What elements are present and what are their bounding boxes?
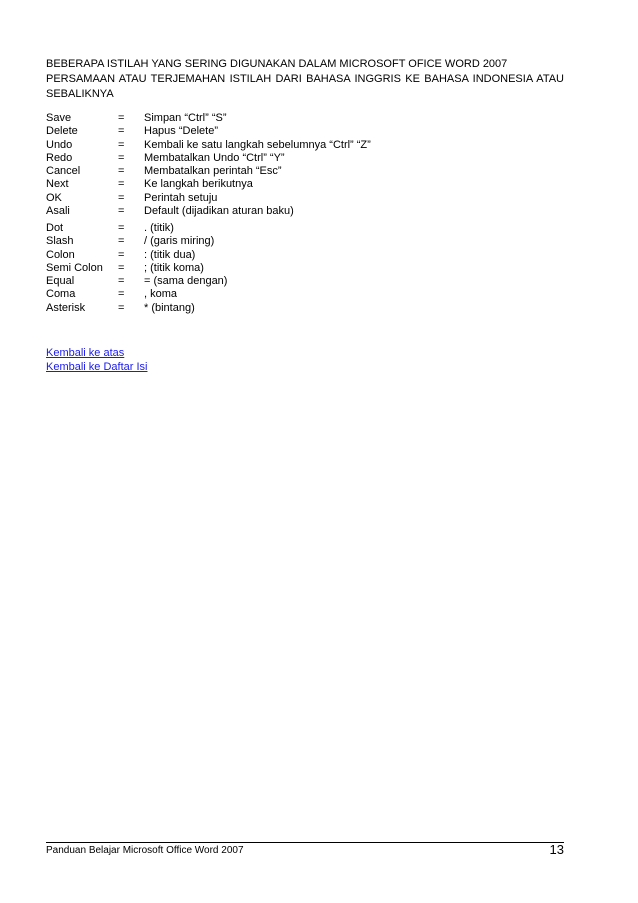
glossary-term: Next [46, 178, 69, 191]
back-to-top-link[interactable]: Kembali ke atas [46, 347, 125, 359]
glossary-row [46, 192, 546, 205]
commands-glossary [46, 112, 546, 218]
glossary-equals: = [118, 191, 125, 204]
glossary-row [46, 275, 546, 288]
glossary-equals: = [118, 205, 125, 218]
glossary-definition: : (titik dua) [144, 248, 196, 261]
section-heading [46, 57, 564, 102]
glossary-equals: = [118, 261, 125, 274]
navigation-links [46, 346, 147, 374]
glossary-row [46, 235, 546, 248]
glossary-equals: = [118, 301, 125, 314]
glossary-term: Delete [46, 125, 78, 138]
glossary-row [46, 112, 546, 125]
glossary-term: Coma [46, 288, 76, 301]
glossary-row [46, 165, 546, 178]
glossary-definition: . (titik) [144, 222, 174, 234]
glossary-definition: Default (dijadikan aturan baku) [144, 205, 294, 218]
glossary-equals: = [118, 222, 125, 234]
symbols-glossary [46, 222, 546, 315]
glossary-row [46, 125, 546, 138]
glossary-equals: = [118, 151, 125, 164]
glossary-row [46, 178, 546, 191]
glossary-term: OK [46, 191, 62, 204]
glossary-equals: = [118, 165, 125, 178]
glossary-equals: = [118, 178, 125, 191]
glossary-definition: * (bintang) [144, 301, 195, 314]
glossary-equals: = [118, 275, 125, 288]
glossary-term: Slash [46, 235, 74, 248]
glossary-term: Save [46, 112, 72, 124]
glossary-term: Asali [46, 205, 70, 218]
heading-line-2: PERSAMAAN ATAU TERJEMAHAN ISTILAH DARI BAHASA INGGRIS KE BAHASA INDONESIA ATAU [46, 73, 564, 85]
back-to-toc-link[interactable]: Kembali ke Daftar Isi [46, 361, 148, 373]
glossary-term: Asterisk [46, 301, 86, 314]
glossary-row [46, 222, 546, 235]
glossary-definition: / (garis miring) [144, 235, 215, 248]
glossary-equals: = [118, 125, 125, 138]
heading-line-3: SEBALIKNYA [46, 88, 114, 100]
footer-title: Panduan Belajar Microsoft Office Word 2007 [46, 845, 244, 856]
glossary-term: Semi Colon [46, 261, 103, 274]
glossary-definition: = (sama dengan) [144, 275, 228, 288]
glossary-row [46, 262, 546, 275]
glossary-term: Cancel [46, 165, 81, 178]
glossary-equals: = [118, 248, 125, 261]
glossary-equals: = [118, 138, 125, 151]
glossary-definition: Simpan “Ctrl” “S” [144, 112, 227, 124]
glossary-definition: Membatalkan perintah “Esc” [144, 165, 282, 178]
glossary-equals: = [118, 112, 125, 124]
glossary-row [46, 249, 546, 262]
glossary-term: Equal [46, 275, 75, 288]
heading-line-1: BEBERAPA ISTILAH YANG SERING DIGUNAKAN DALAM MICROSOFT OFICE WORD 2007 [46, 58, 508, 70]
page-number: 13 [549, 842, 564, 857]
glossary-equals: = [118, 235, 125, 248]
glossary-row [46, 302, 546, 315]
glossary-equals: = [118, 288, 125, 301]
footer-divider [46, 842, 564, 843]
glossary-row [46, 139, 546, 152]
glossary-definition: , koma [144, 288, 178, 301]
glossary-row [46, 205, 546, 218]
glossary-term: Dot [46, 222, 64, 234]
glossary-row [46, 288, 546, 301]
glossary-definition: Kembali ke satu langkah sebelumnya “Ctrl” “Z” [144, 138, 371, 151]
glossary-definition: Perintah setuju [144, 191, 218, 204]
glossary-definition: Membatalkan Undo “Ctrl” “Y” [144, 151, 285, 164]
glossary-row [46, 152, 546, 165]
glossary-term: Redo [46, 151, 73, 164]
glossary-definition: ; (titik koma) [144, 261, 204, 274]
glossary-definition: Ke langkah berikutnya [144, 178, 253, 191]
glossary-term: Colon [46, 248, 75, 261]
glossary-term: Undo [46, 138, 73, 151]
glossary-definition: Hapus “Delete” [144, 125, 218, 138]
